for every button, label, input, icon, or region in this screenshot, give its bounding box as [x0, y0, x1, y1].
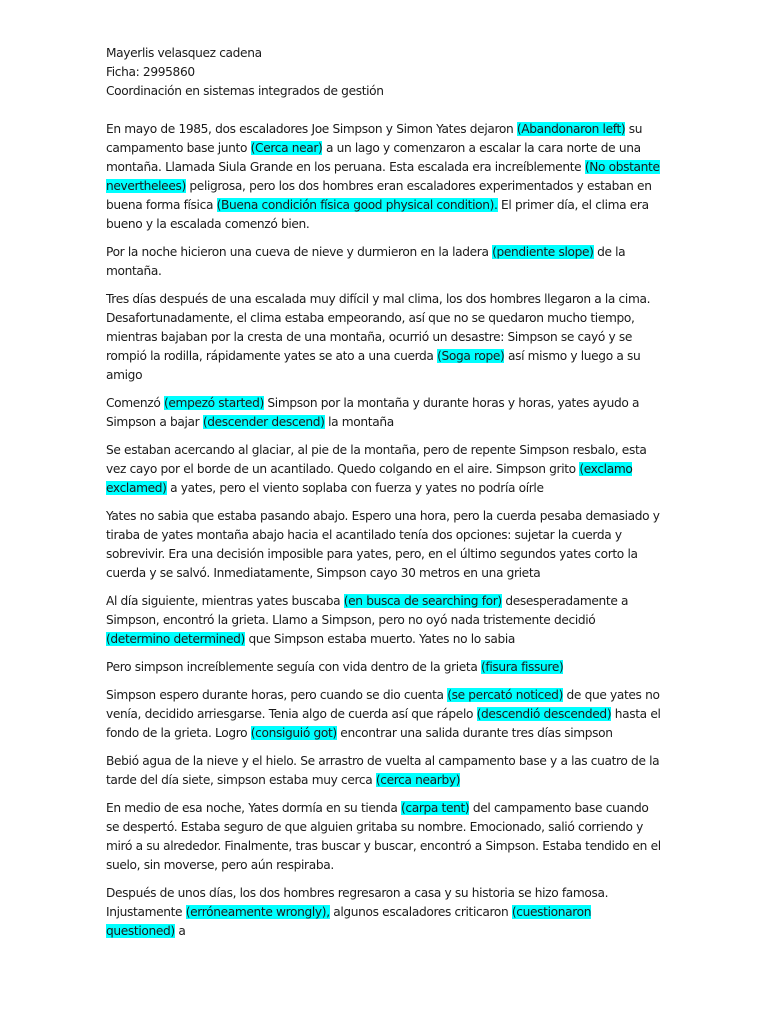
text-run: Tres días después de una escalada muy difícil y mal clima, los dos hombres llegaron a la cima. Desafortunadamente, el clima estaba empeorando, así que no se quedaron mucho tiempo, mientras bajaban por la cresta de una montaña, ocurrió un desastre: Simpson se cayó y se rompió la rodilla, rápidamente yates se ato a una cuerda — [106, 292, 651, 363]
text-run: de la montaña. — [106, 245, 626, 278]
highlighted-gloss: (determino determined) — [106, 632, 245, 646]
document-body — [106, 120, 662, 941]
text-run: En mayo de 1985, dos escaladores Joe Simpson y Simon Yates dejaron — [106, 122, 517, 136]
paragraph — [106, 686, 662, 743]
highlighted-gloss: (exclamo exclamed) — [106, 462, 633, 495]
text-run: Por la noche hicieron una cueva de nieve y durmieron en la ladera — [106, 245, 493, 259]
text-run: peligrosa, pero los dos hombres eran escaladores experimentados y estaban en buena forma física — [106, 179, 652, 212]
text-run: a yates, pero el viento soplaba con fuerza y yates no podría oírle — [166, 481, 544, 495]
highlighted-gloss: (Cerca near) — [250, 141, 323, 155]
paragraph — [106, 394, 662, 432]
highlighted-gloss: (fisura fissure) — [481, 660, 564, 674]
highlighted-gloss: (en busca de searching for) — [343, 594, 502, 608]
program-name: Coordinación en sistemas integrados de gestión — [106, 84, 384, 98]
paragraph — [106, 120, 662, 234]
paragraph — [106, 884, 662, 941]
paragraph — [106, 507, 662, 583]
paragraph — [106, 290, 662, 385]
text-run: Comenzó — [106, 396, 164, 410]
paragraph — [106, 658, 662, 677]
highlighted-gloss: (Abandonaron left) — [516, 122, 626, 136]
ficha-number: Ficha: 2995860 — [106, 65, 195, 79]
text-run: su campamento base junto — [106, 122, 643, 155]
text-run: algunos escaladores criticaron — [329, 905, 512, 919]
highlighted-gloss: (cuestionaron questioned) — [106, 905, 592, 938]
text-run: En medio de esa noche, Yates dormía en su tienda — [106, 801, 401, 815]
paragraph — [106, 799, 662, 875]
paragraph — [106, 243, 662, 281]
document-page — [106, 44, 662, 950]
text-run: Se estaban acercando al glaciar, al pie de la montaña, pero de repente Simpson resbalo, esta vez cayo por el borde de un acantilado. Quedo colgando en el aire. Simpson grito — [106, 443, 647, 476]
paragraph — [106, 752, 662, 790]
text-run: a — [174, 924, 186, 938]
text-run: Después de unos días, los dos hombres regresaron a casa y su historia se hizo famosa. Injustamente — [106, 886, 609, 919]
highlighted-gloss: (erróneamente wrongly), — [185, 905, 330, 919]
text-run: Al día siguiente, mientras yates buscaba — [106, 594, 344, 608]
text-run: hasta el fondo de la grieta. Logro — [106, 707, 661, 740]
highlighted-gloss: (cerca nearby) — [375, 773, 461, 787]
highlighted-gloss: (Soga rope) — [437, 349, 505, 363]
author-name: Mayerlis velasquez cadena — [106, 46, 262, 60]
text-run: Bebió agua de la nieve y el hielo. Se arrastro de vuelta al campamento base y a las cuatro de la tarde del día siete, simpson estaba muy cerca — [106, 754, 660, 787]
text-run: del campamento base cuando se despertó. Estaba seguro de que alguien gritaba su nombre. Emocionado, salió corriendo y miró a su alrededor. Finalmente, tras buscar y buscar, encontró a Simpson. Estaba tendido en el suelo, sin moverse, pero aún respiraba. — [106, 801, 661, 872]
text-run: que Simpson estaba muerto. Yates no lo sabia — [244, 632, 516, 646]
text-run: desesperadamente a Simpson, encontró la grieta. Llamo a Simpson, pero no oyó nada tristemente decidió — [106, 594, 629, 627]
text-run: Pero simpson increíblemente seguía con vida dentro de la grieta — [106, 660, 482, 674]
text-run: El primer día, el clima era bueno y la escalada comenzó bien. — [106, 198, 649, 231]
paragraph — [106, 441, 662, 498]
text-run: así mismo y luego a su amigo — [106, 349, 641, 382]
text-run: la montaña — [324, 415, 394, 429]
text-run: Simpson espero durante horas, pero cuando se dio cuenta — [106, 688, 448, 702]
highlighted-gloss: (descender descend) — [202, 415, 325, 429]
document-header — [106, 44, 662, 101]
highlighted-gloss: (Buena condición física good physical condition). — [216, 198, 498, 212]
highlighted-gloss: (consiguió got) — [250, 726, 337, 740]
text-run: a un lago y comenzaron a escalar la cara norte de una montaña. Llamada Siula Grande en los peruana. Esta escalada era increíblemente — [106, 141, 641, 174]
highlighted-gloss: (descendió descended) — [476, 707, 612, 721]
text-run: Simpson por la montaña y durante horas y horas, yates ayudo a Simpson a bajar — [106, 396, 640, 429]
highlighted-gloss: (pendiente slope) — [492, 245, 594, 259]
highlighted-gloss: (empezó started) — [164, 396, 264, 410]
highlighted-gloss: (se percató noticed) — [447, 688, 563, 702]
highlighted-gloss: (carpa tent) — [400, 801, 470, 815]
text-run: encontrar una salida durante tres días simpson — [336, 726, 613, 740]
text-run: de que yates no venía, decidido arriesgarse. Tenia algo de cuerda así que rápelo — [106, 688, 660, 721]
paragraph — [106, 592, 662, 649]
highlighted-gloss: (No obstante neverthelees) — [106, 160, 660, 193]
text-run: Yates no sabia que estaba pasando abajo. Espero una hora, pero la cuerda pesaba demasiado y tiraba de yates montaña abajo hacia el acantilado tenía dos opciones: sujetar la cuerda y sobrevivir. Era una decisión imposible para yates, pero, en el último segundos yates corto la cuerda y se salvó. Inmediatamente, Simpson cayo 30 metros en una grieta — [106, 509, 660, 580]
